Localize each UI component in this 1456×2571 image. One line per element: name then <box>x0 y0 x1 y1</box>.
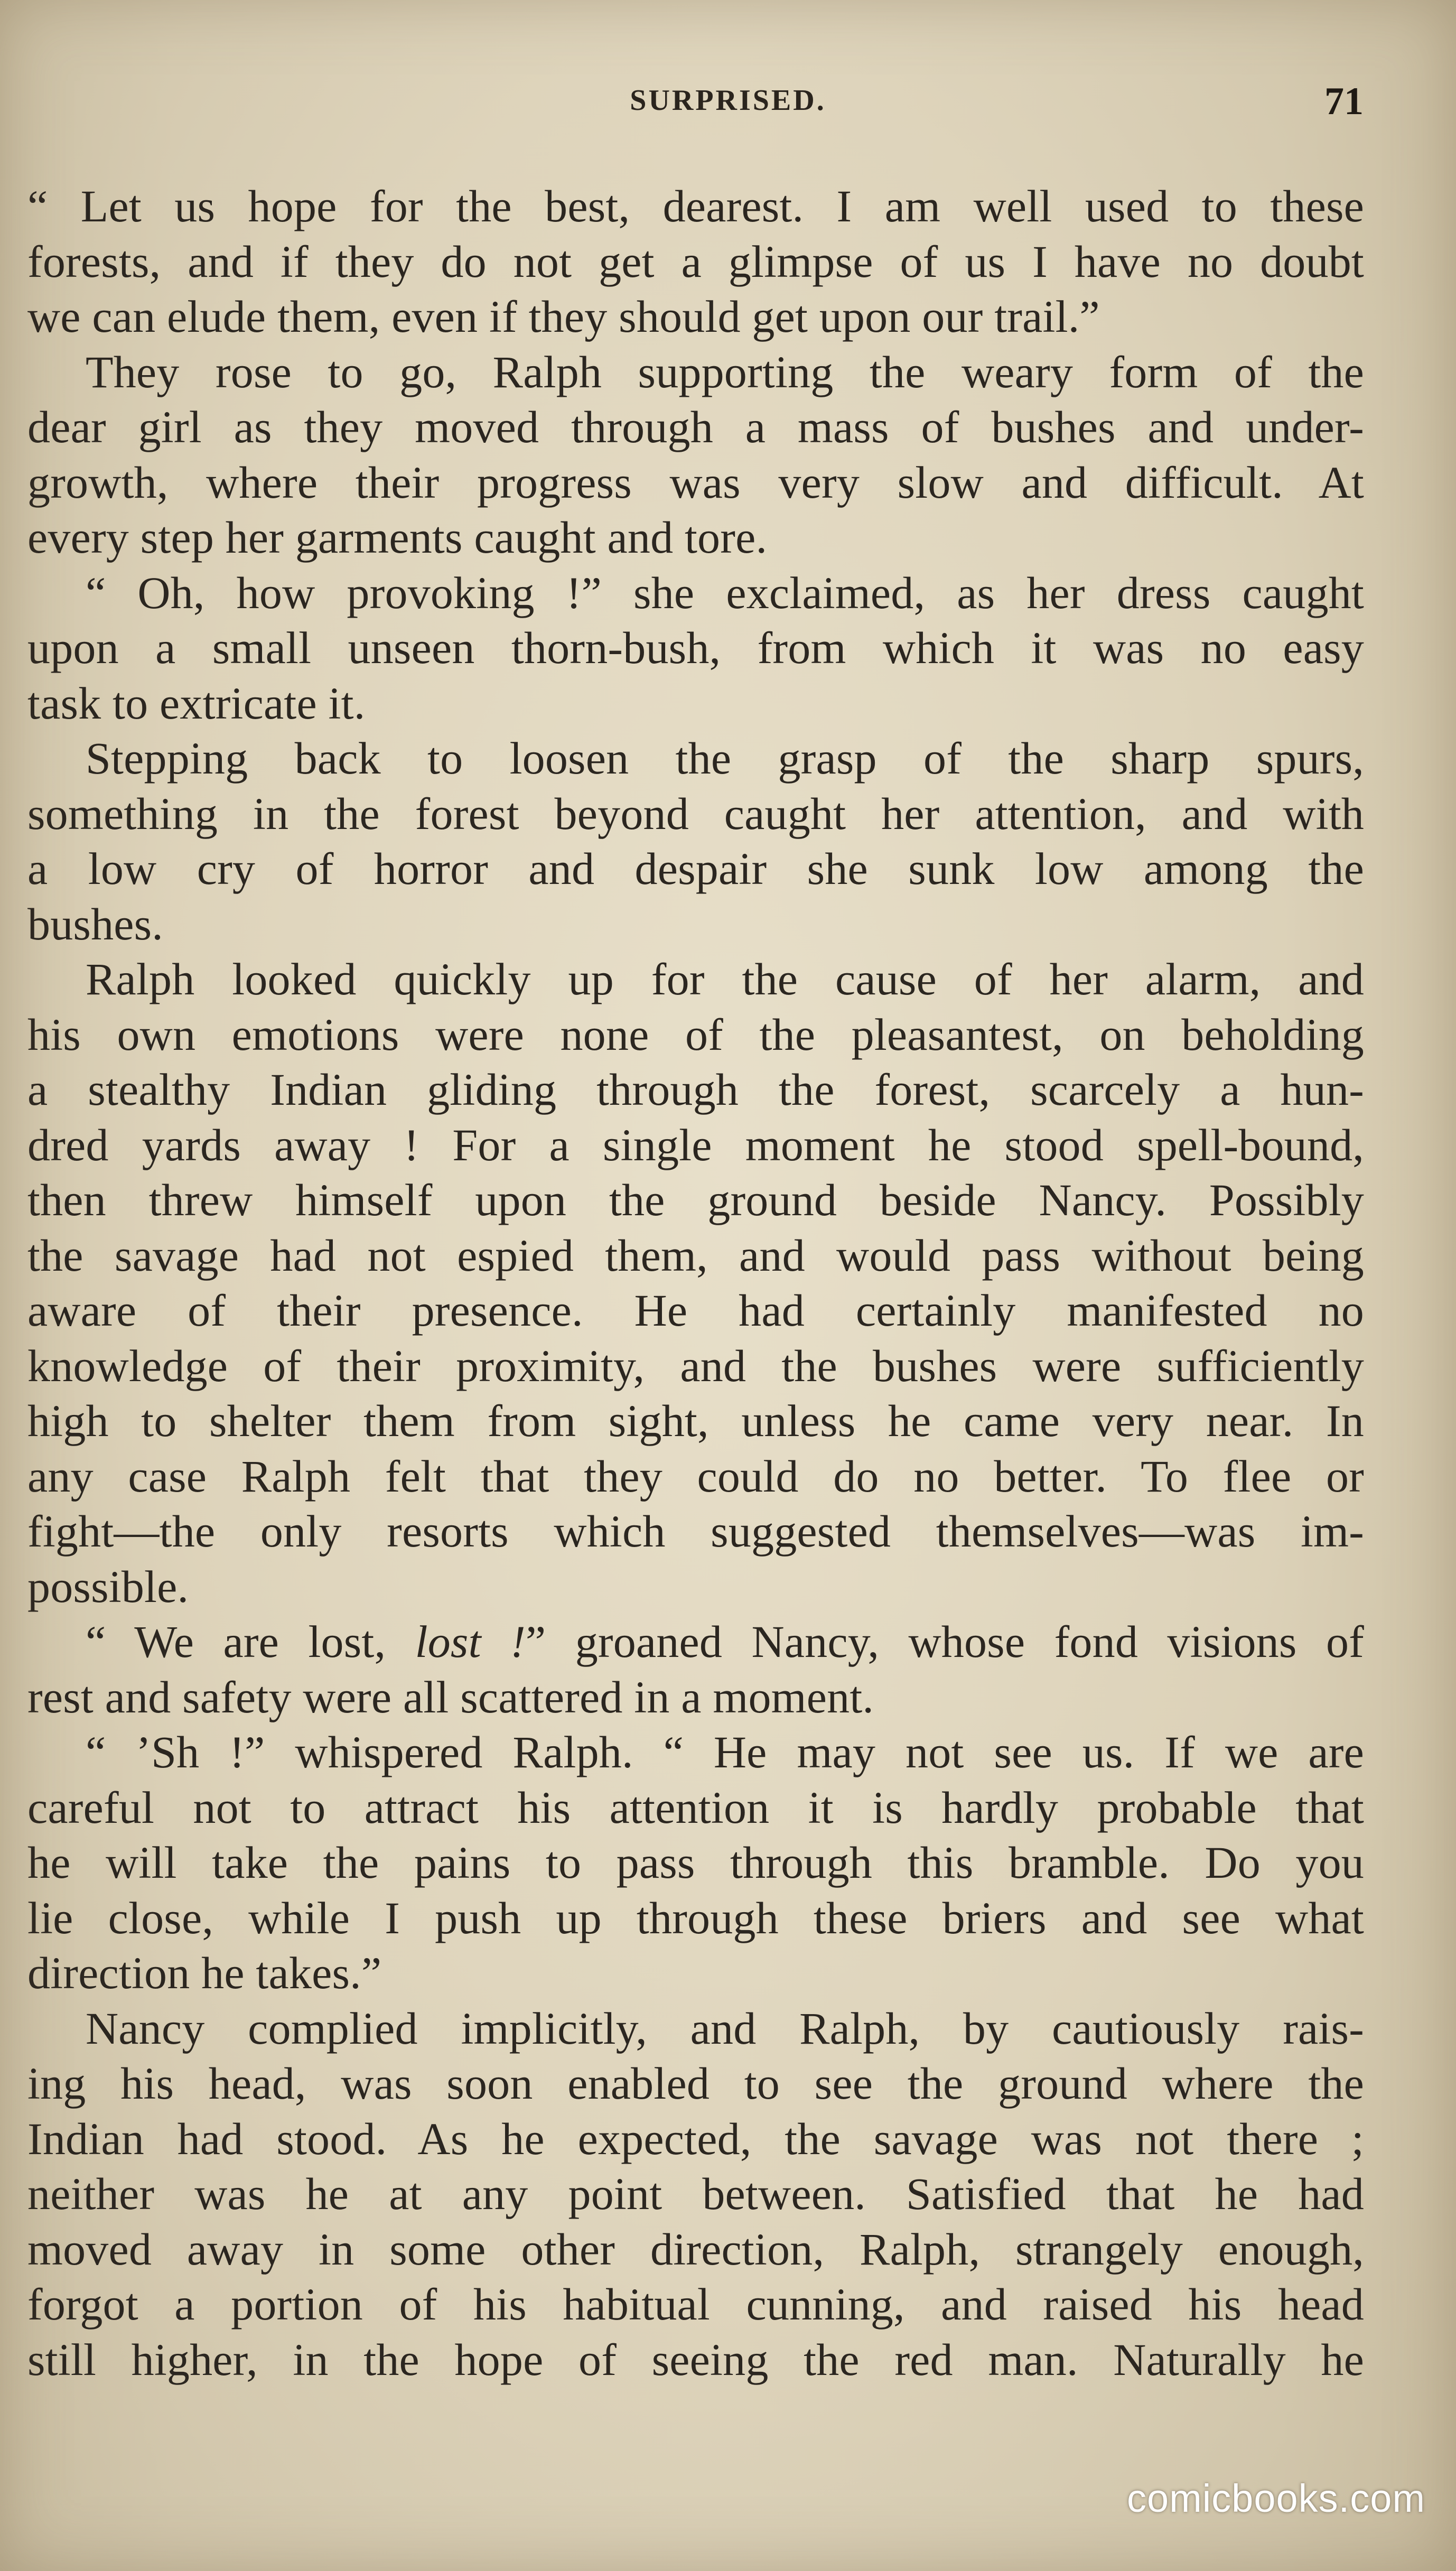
text-line: lie close, while I push up through these briers and see what <box>27 1892 1364 1943</box>
text-line: every step her garments caught and tore. <box>27 512 768 563</box>
text-line: Ralph looked quickly up for the cause of her alarm, and <box>86 954 1364 1004</box>
text-line: “ Oh, how provoking !” she exclaimed, as her dress caught <box>86 567 1364 618</box>
text-line: careful not to attract his attention it is hardly probable that <box>27 1782 1364 1833</box>
text-line: rest and safety were all scattered in a moment. <box>27 1671 874 1722</box>
watermark: comicbooks.com <box>1126 2476 1425 2520</box>
text-line: any case Ralph felt that they could do no better. To flee or <box>27 1450 1364 1502</box>
text-line: his own emotions were none of the pleasantest, on beholding <box>27 1009 1364 1060</box>
text-line: Indian had stood. As he expected, the savage was not there ; <box>27 2113 1364 2164</box>
text-line: growth, where their progress was very slow and difficult. At <box>27 457 1364 508</box>
text-line: dred yards away ! For a single moment he stood spell-bound, <box>27 1119 1364 1170</box>
text-line-lost <box>27 1614 1364 1670</box>
text-line: forests, and if they do not get a glimpse of us I have no doubt <box>27 236 1364 287</box>
body-text <box>27 179 1364 2387</box>
lost-line-before: “ We are lost, <box>86 1616 415 1667</box>
text-line: “ Let us hope for the best, dearest. I am well used to these <box>27 181 1364 231</box>
text-line: we can elude them, even if they should get upon our trail.” <box>27 291 1100 342</box>
text-line: the savage had not espied them, and would pass without being <box>27 1229 1364 1281</box>
text-line: a stealthy Indian gliding through the forest, scarcely a hun- <box>27 1064 1364 1115</box>
page-header <box>0 79 1456 127</box>
text-line: direction he takes.” <box>27 1948 382 1998</box>
text-line: then threw himself upon the ground beside Nancy. Possibly <box>27 1175 1364 1225</box>
page-number: 71 <box>1324 80 1364 123</box>
text-line: fight—the only resorts which suggested themselves—was im- <box>27 1506 1364 1557</box>
lost-line-after: ” groaned Nancy, whose fond visions of <box>525 1616 1364 1667</box>
text-line: ing his head, was soon enabled to see the ground where the <box>27 2058 1364 2109</box>
text-line: still higher, in the hope of seeing the red man. Naturally he <box>27 2334 1364 2385</box>
text-line: dear girl as they moved through a mass of bushes and under- <box>27 402 1364 452</box>
text-line: bushes. <box>27 898 164 949</box>
text-line: neither was he at any point between. Satisfied that he had <box>27 2168 1364 2219</box>
text-line: he will take the pains to pass through this bramble. Do you <box>27 1837 1364 1888</box>
text-line: aware of their presence. He had certainly manifested no <box>27 1285 1364 1336</box>
text-line: forgot a portion of his habitual cunning, and raised his head <box>27 2279 1364 2330</box>
running-head: SURPRISED. <box>630 84 826 117</box>
text-line: something in the forest beyond caught her attention, and with <box>27 788 1364 839</box>
text-line: task to extricate it. <box>27 677 366 729</box>
text-line: knowledge of their proximity, and the bushes were sufficiently <box>27 1340 1364 1391</box>
text-line: They rose to go, Ralph supporting the weary form of the <box>86 346 1364 397</box>
text-line: “ ’Sh !” whispered Ralph. “ He may not see us. If we are <box>86 1727 1364 1777</box>
text-line: possible. <box>27 1561 189 1612</box>
lost-line-italic: lost ! <box>415 1616 526 1667</box>
text-line: Stepping back to loosen the grasp of the sharp spurs, <box>86 733 1364 784</box>
text-line: a low cry of horror and despair she sunk low among the <box>27 843 1364 894</box>
text-line: high to shelter them from sight, unless he came very near. In <box>27 1395 1364 1446</box>
text-line: moved away in some other direction, Ralph, strangely enough, <box>27 2223 1364 2275</box>
text-line: Nancy complied implicitly, and Ralph, by cautiously rais- <box>86 2002 1364 2054</box>
text-line: upon a small unseen thorn-bush, from which it was no easy <box>27 622 1364 673</box>
